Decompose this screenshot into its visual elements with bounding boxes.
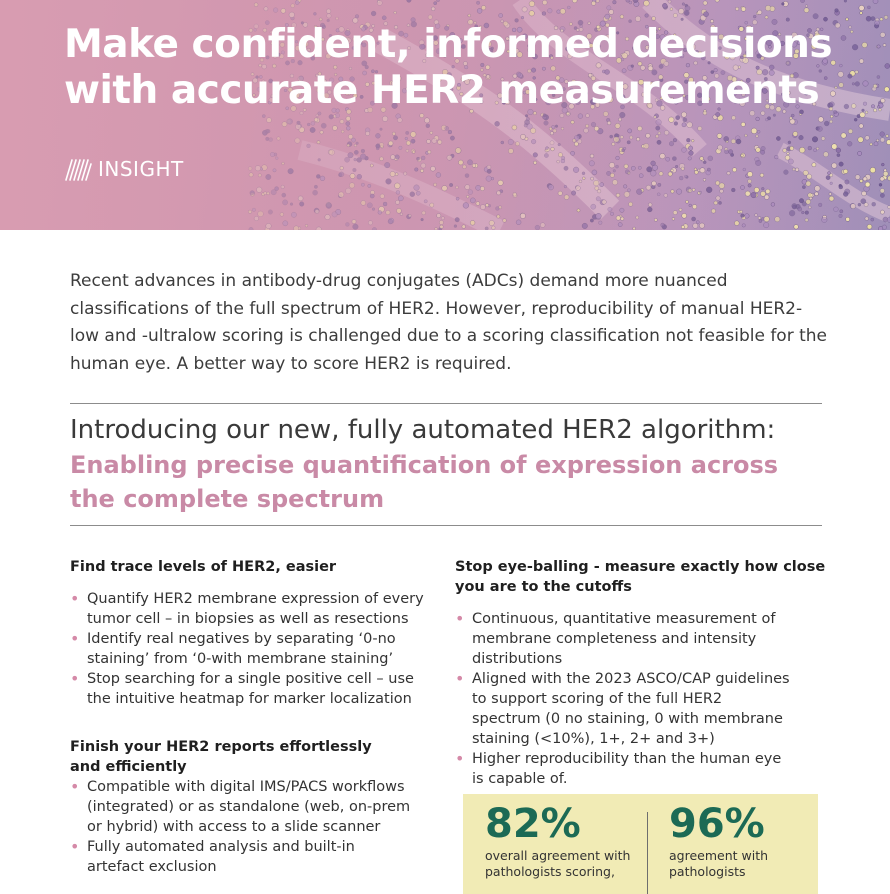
list-item: • Continuous, quantitative measurement of membrane completeness and intensity distributions [455, 609, 835, 669]
hero-title-line2: with accurate HER2 measurements [64, 68, 820, 113]
section-subheading: Enabling precise quantification of expression across the complete spectrum [70, 451, 779, 513]
stat-value-agreement-overall: 82% [485, 801, 581, 847]
list-item: • Quantify HER2 membrane expression of every tumor cell – in biopsies as well as resections [70, 589, 435, 629]
left-section1-title: Find trace levels of HER2, easier [70, 559, 337, 575]
list-item: • Higher reproducibility than the human eye is capable of. [455, 749, 835, 789]
stats-box [463, 794, 818, 894]
hero-title [64, 22, 864, 114]
list-item: • Fully automated analysis and built-in artefact exclusion [70, 837, 415, 877]
hero-banner [0, 0, 890, 230]
brand-logo [64, 156, 184, 182]
stat-text-agreement-pathologists: agreement with pathologists [669, 848, 769, 879]
section-heading: Introducing our new, fully automated HER2 algorithm: [70, 415, 776, 445]
stat-text-agreement-overall: overall agreement with pathologists scoring, [485, 848, 631, 879]
list-item: • Stop searching for a single positive cell – use the intuitive heatmap for marker localization [70, 669, 435, 709]
brand-name: INSIGHT [98, 157, 184, 181]
right-section-title [455, 557, 825, 597]
stat-value-agreement-pathologists: 96% [669, 801, 765, 847]
left-section2-title-line2: and efficiently [70, 759, 187, 775]
hero-title-line1: Make confident, informed decisions [64, 22, 833, 67]
divider-bottom [70, 525, 822, 526]
right-section-list [455, 609, 835, 789]
list-item: • Identify real negatives by separating ‘0-no staining’ from ‘0-with membrane staining’ [70, 629, 435, 669]
diagonal-stripes-logo-icon [64, 156, 92, 182]
left-section2-title [70, 737, 372, 777]
divider-top [70, 403, 822, 404]
left-section1-list [70, 589, 435, 709]
left-section2-list [70, 777, 415, 877]
list-item: • Compatible with digital IMS/PACS workflows (integrated) or as standalone (web, on-prem or hybrid) with access to a slide scanner [70, 777, 415, 837]
intro-paragraph: Recent advances in antibody-drug conjugates (ADCs) demand more nuanced classifications of the full spectrum of HER2. However, reproducibility of manual HER2-low and -ultralow scoring is challenged due to a scoring classification not feasible for the human eye. A better way to score HER2 is required. [70, 271, 827, 374]
list-item: • Aligned with the 2023 ASCO/CAP guidelines to support scoring of the full HER2 spectrum (0 no staining, 0 with membrane staining (<10%), 1+, 2+ and 3+) [455, 669, 835, 749]
right-section-title-line1: Stop eye-balling - measure exactly how close [455, 559, 826, 575]
left-section2-title-line1: Finish your HER2 reports effortlessly [70, 739, 372, 755]
right-section-title-line2: you are to the cutoffs [455, 579, 632, 595]
stats-divider [647, 812, 648, 894]
